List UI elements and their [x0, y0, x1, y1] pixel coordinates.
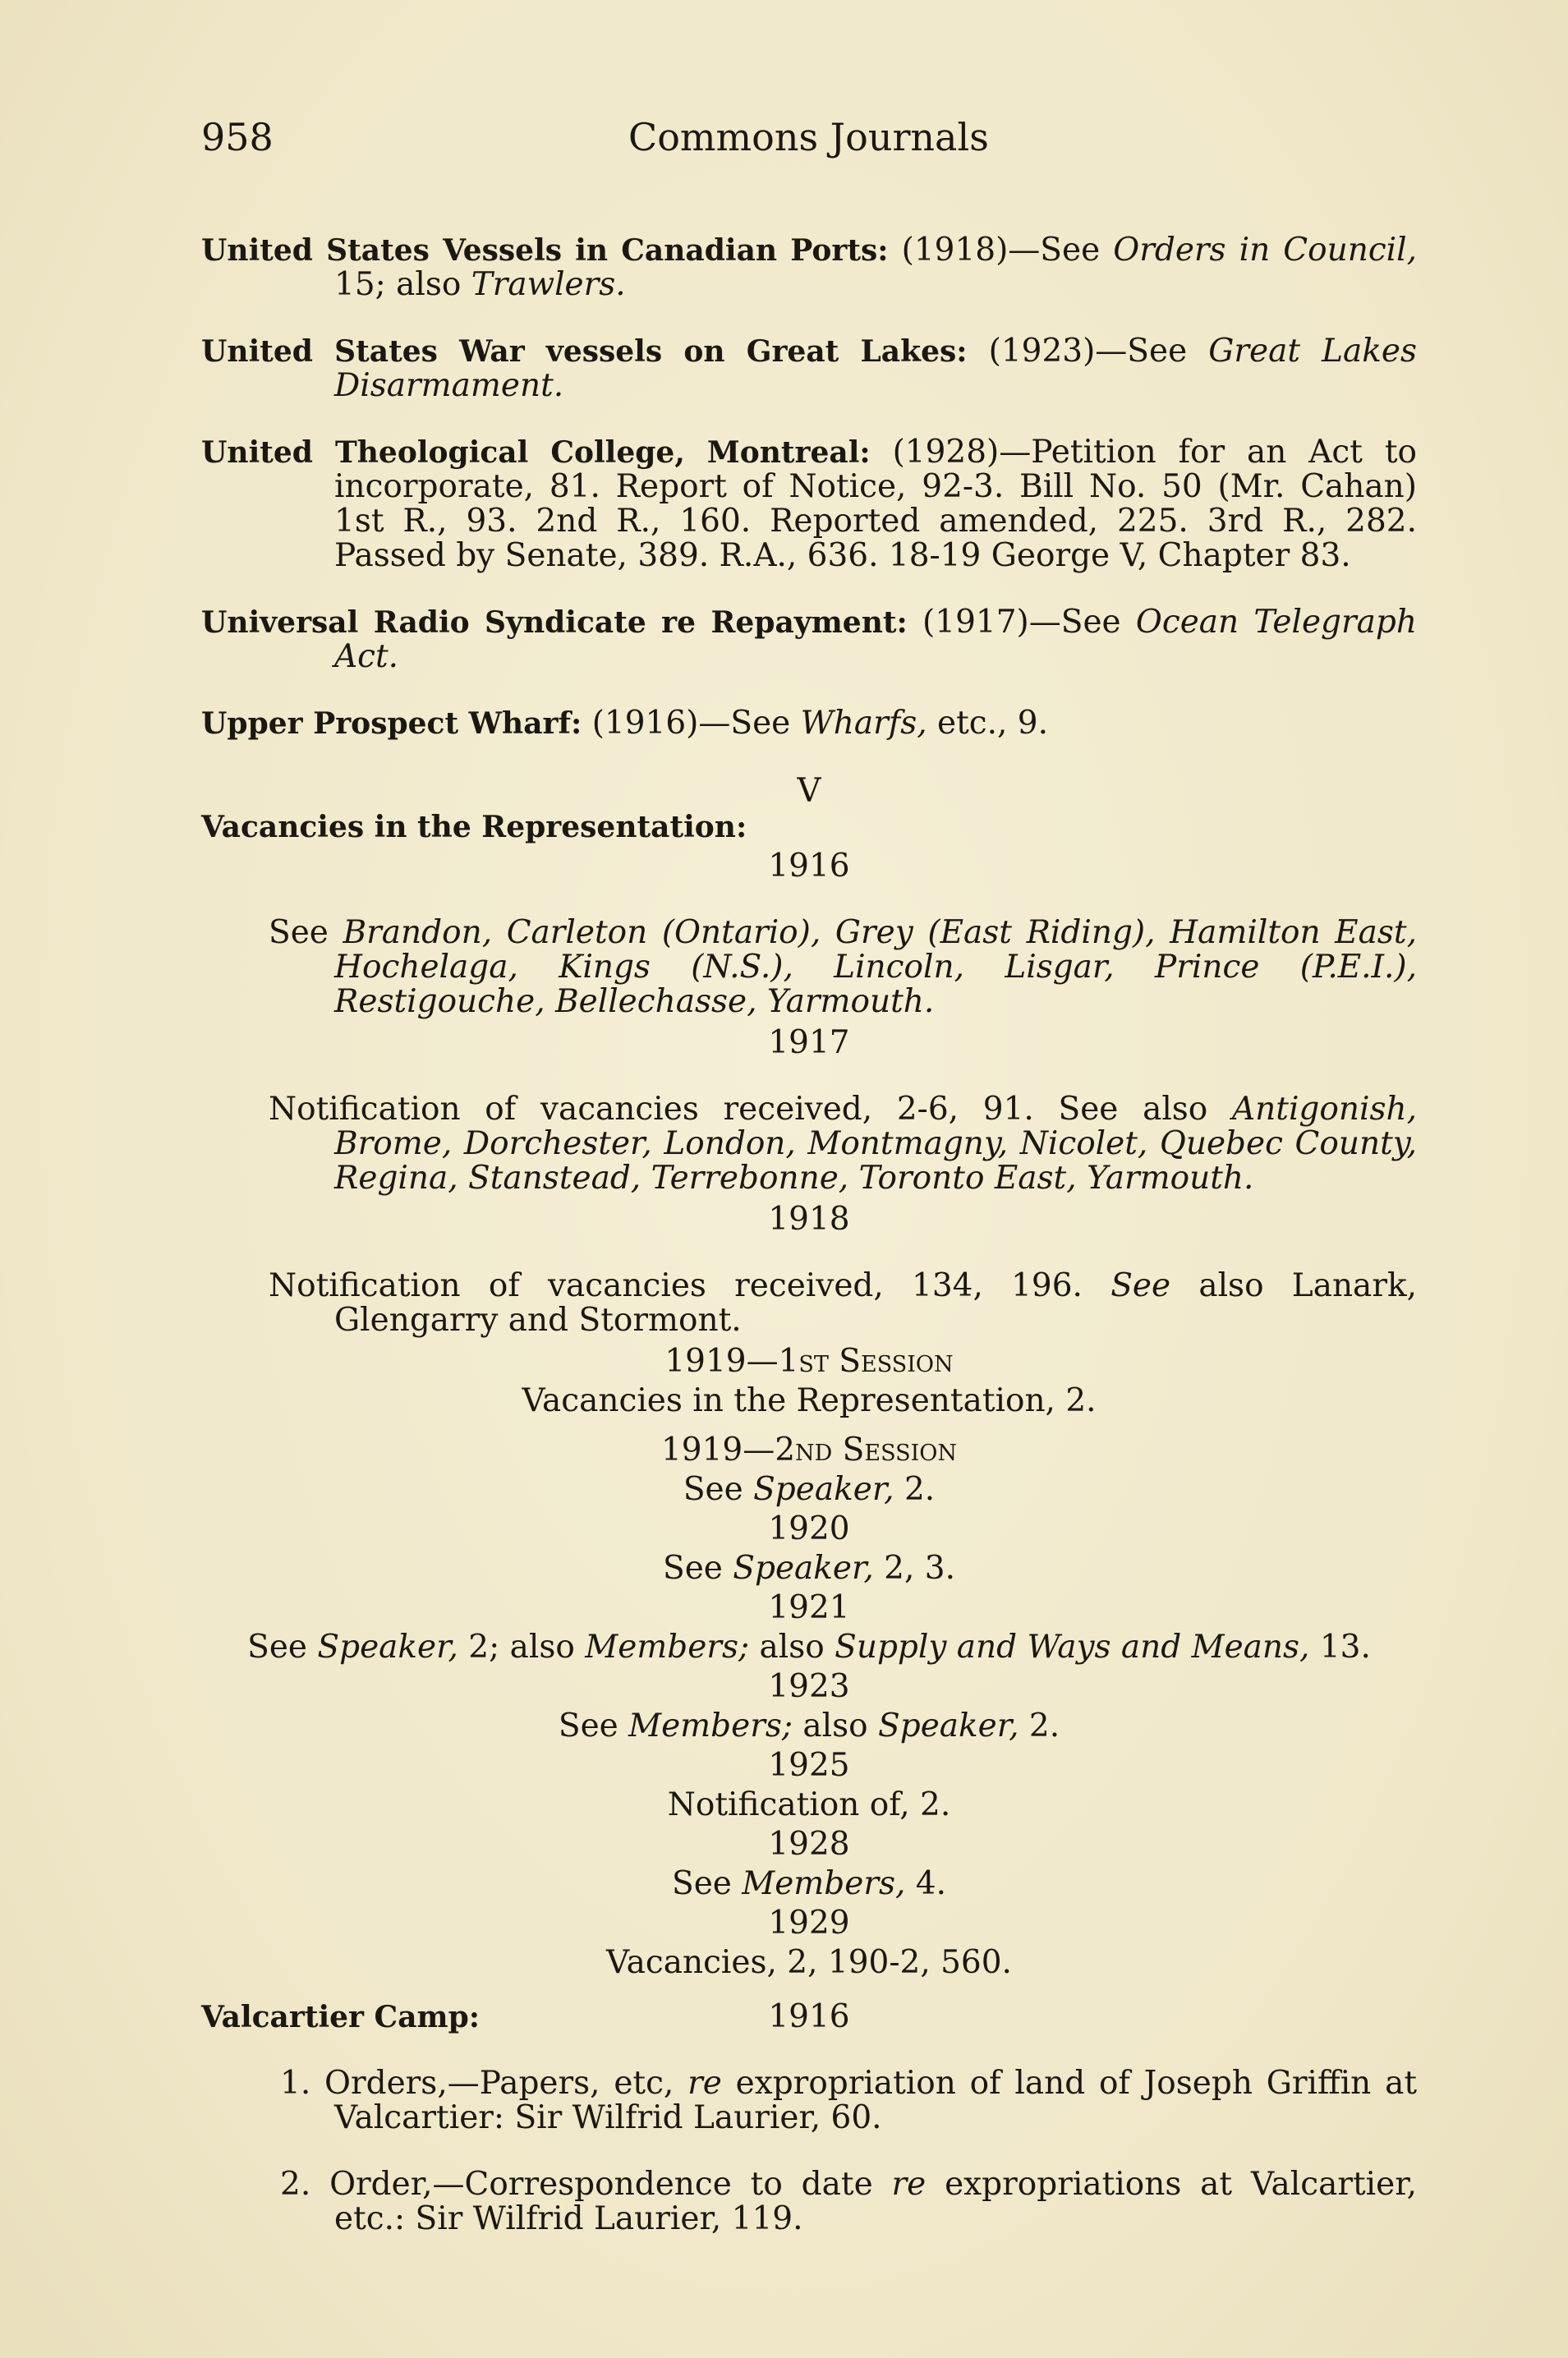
cross-reference: Speaker,	[753, 1471, 894, 1508]
entry-heading: United States War vessels on Great Lakes:	[201, 334, 968, 369]
running-title: Commons Journals	[628, 115, 989, 159]
entry-text: See	[247, 1629, 318, 1666]
valcartier-item	[201, 2167, 1417, 2236]
cross-reference: Speaker,	[733, 1550, 874, 1587]
entry-text: also	[749, 1629, 835, 1666]
entry-text: expropriation of land of Joseph Griffin at Valcartier: Sir Wilfrid Laurier, 60.	[334, 2065, 1417, 2136]
entry-text: 2, 3.	[873, 1550, 955, 1587]
vacancies-1923	[201, 1709, 1417, 1744]
cross-reference: Trawlers.	[471, 266, 626, 303]
index-entry	[201, 435, 1417, 573]
entry-text: Orders,—Papers, etc,	[310, 2065, 688, 2102]
cross-reference: Members,	[742, 1865, 906, 1902]
entry-heading: Valcartier Camp:	[201, 2000, 481, 2034]
year-heading: 1928	[768, 1826, 850, 1863]
entry-text: (1916)—See	[582, 705, 801, 742]
vacancies-1921	[201, 1630, 1417, 1665]
vacancies-1929: Vacancies, 2, 190-2, 560.	[606, 1944, 1012, 1981]
entry-text: See	[558, 1708, 629, 1744]
cross-reference: Wharfs,	[800, 705, 927, 742]
entry-text: Order,—Correspondence to date	[310, 2166, 892, 2203]
cross-reference: Members;	[628, 1708, 793, 1744]
entry-heading: United Theological College, Montreal:	[201, 435, 871, 470]
vacancies-1928	[201, 1867, 1417, 1901]
cross-reference: Speaker,	[878, 1708, 1019, 1744]
valcartier-heading-row	[201, 2000, 1417, 2034]
page-header	[201, 115, 1417, 172]
year-heading: 1929	[768, 1905, 850, 1942]
index-content	[201, 201, 1417, 2240]
cross-reference: Brandon, Carleton (Ontario), Grey (East Riding), Hamilton East, Hochelaga, Kings (N.S.), Lincoln, Lisgar, Prince (P.E.I.), Restigouche, Bellechasse, Yarmouth.	[334, 914, 1417, 1020]
page-number: 958	[201, 115, 274, 159]
index-entry	[201, 706, 1417, 741]
entry-text: (1918)—See	[888, 232, 1114, 269]
cross-reference: Orders in Council,	[1113, 232, 1418, 269]
cross-reference: Supply and Ways and Means,	[835, 1629, 1310, 1666]
vacancies-heading: Vacancies in the Representation:	[201, 810, 747, 844]
year-heading: 1916	[768, 1998, 850, 2035]
year-heading: 1919—1st Session	[664, 1343, 954, 1380]
entry-text: See	[663, 1550, 733, 1587]
entry-text: also Lanark, Glengarry and Stormont.	[334, 1267, 1417, 1339]
entry-text: 2.	[894, 1471, 936, 1508]
cross-reference: Great Lakes Disarmament.	[334, 333, 1417, 404]
item-number: 2.	[280, 2166, 311, 2203]
entry-text: 2; also	[458, 1629, 586, 1666]
entry-text: See	[269, 914, 343, 951]
entry-text: 2.	[1019, 1708, 1060, 1744]
vacancies-1919-first: Vacancies in the Representation, 2.	[522, 1382, 1097, 1419]
year-heading: 1918	[768, 1201, 850, 1238]
cross-reference: Antigonish, Brome, Dorchester, London, Montmagny, Nicolet, Quebec County, Regina, Stanstead, Terrebonne, Toronto East, Yarmouth.	[334, 1091, 1417, 1197]
vacancies-1918	[201, 1269, 1417, 1338]
cross-reference: Ocean Telegraph Act.	[334, 604, 1417, 675]
entry-text: 15; also	[334, 266, 471, 303]
entry-text: also	[793, 1708, 879, 1744]
entry-heading: Universal Radio Syndicate re Repayment:	[201, 605, 908, 640]
entry-text: 4.	[905, 1865, 946, 1902]
year-heading: 1919—2nd Session	[660, 1432, 958, 1469]
entry-text: Notification of vacancies received, 134, 196.	[269, 1267, 1111, 1304]
year-heading: 1917	[768, 1024, 850, 1061]
index-entry	[201, 334, 1417, 403]
index-entry	[201, 233, 1417, 302]
entry-text: See	[672, 1865, 743, 1902]
entry-text: (1917)—See	[907, 604, 1136, 641]
entry-heading: United States Vessels in Canadian Ports:	[201, 233, 889, 268]
valcartier-item	[201, 2066, 1417, 2135]
italic-term: re	[687, 2065, 722, 2102]
see-label: See	[1110, 1267, 1171, 1304]
index-entry	[201, 605, 1417, 674]
entry-text: expropriations at Valcartier, etc.: Sir Wilfrid Laurier, 119.	[334, 2166, 1417, 2237]
cross-reference: Speaker,	[317, 1629, 458, 1666]
cross-reference: Members;	[585, 1629, 750, 1666]
item-number: 1.	[280, 2065, 311, 2102]
entry-text: etc., 9.	[927, 705, 1049, 742]
vacancies-1919-second	[201, 1473, 1417, 1507]
year-heading: 1923	[768, 1668, 850, 1705]
entry-text: (1928)—Petition for an Act to incorporate, 81. Report of Notice, 92-3. Bill No. 50 (Mr. Cahan) 1st R., 93. 2nd R., 160. Reported amended, 225. 3rd R., 282. Passed by Senate, 389. R.A., 636. 18-19 George V, Chapter 83.	[334, 434, 1417, 574]
year-heading: 1916	[768, 848, 850, 885]
year-heading: 1920	[768, 1510, 850, 1547]
year-heading: 1921	[768, 1589, 850, 1626]
vacancies-1925: Notification of, 2.	[667, 1786, 951, 1823]
vacancies-1916	[201, 916, 1417, 1019]
entry-heading: Upper Prospect Wharf:	[201, 706, 582, 741]
vacancies-1917	[201, 1092, 1417, 1196]
entry-text: Notification of vacancies received, 2-6, 91. See also	[269, 1091, 1232, 1128]
vacancies-1920	[201, 1551, 1417, 1586]
year-heading: 1925	[768, 1747, 850, 1784]
entry-text: 13.	[1309, 1629, 1371, 1666]
section-letter: V	[797, 772, 821, 810]
italic-term: re	[891, 2166, 927, 2203]
entry-text: See	[683, 1471, 754, 1508]
entry-text: (1923)—See	[967, 333, 1209, 370]
